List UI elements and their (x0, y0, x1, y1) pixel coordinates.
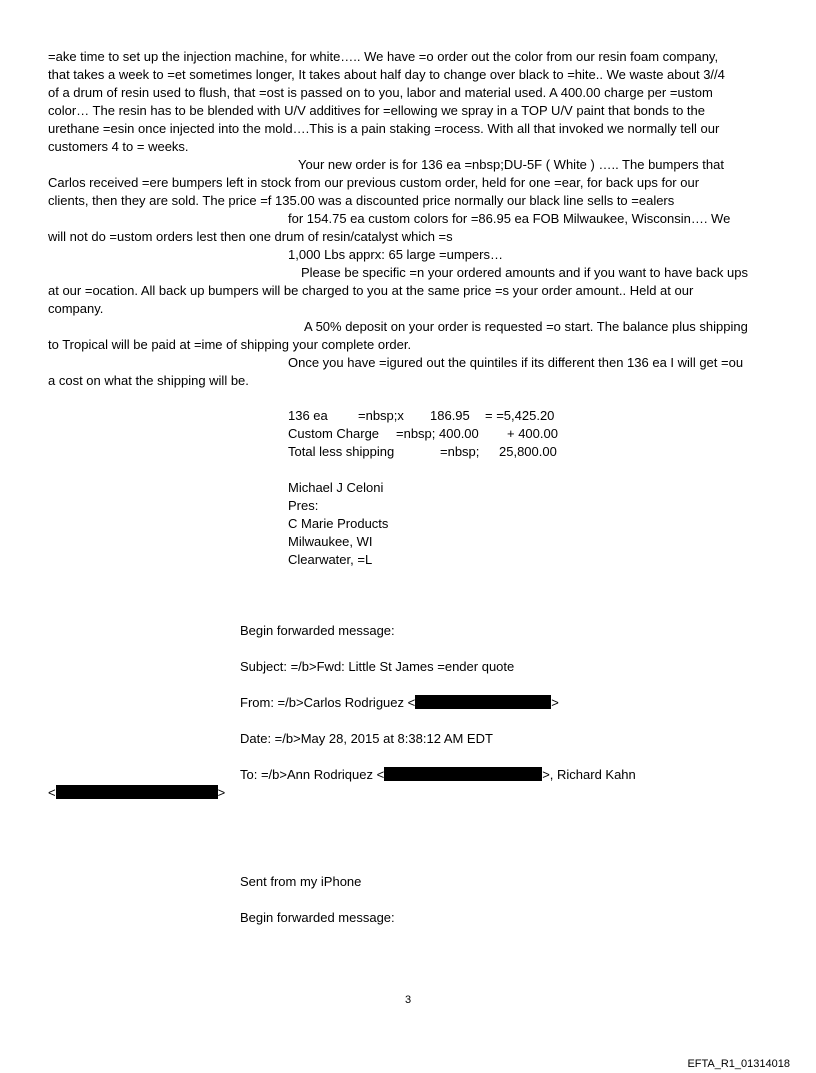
signature-company: C Marie Products (288, 516, 389, 531)
calc-cell: 136 ea (288, 408, 328, 423)
email-to (240, 766, 636, 784)
to-label: To: =/b>Ann Rodriquez < (240, 767, 385, 782)
redaction-box (415, 695, 551, 709)
calc-cell: = =5,425.20 (485, 408, 555, 423)
body-line: Your new order is for 136 ea =nbsp;DU-5F ( White ) ….. The bumpers that (298, 157, 724, 172)
email-to-continued (48, 784, 225, 802)
body-line: will not do =ustom orders lest then one drum of resin/catalyst which =s (48, 229, 453, 244)
signature-block (288, 479, 388, 569)
sent-from-signature: Sent from my iPhone (240, 874, 362, 889)
calc-cell: Total less shipping (288, 444, 395, 459)
body-line: urethane =esin once injected into the mold….This is a pain staking =rocess. With all that invoked we normally tell our (48, 121, 720, 136)
body-line: company. (48, 301, 104, 316)
body-line: customers 4 to = weeks. (48, 139, 189, 154)
calc-cell: + 400.00 (507, 426, 558, 441)
forwarded-header: Begin forwarded message: (240, 623, 395, 638)
body-line: =ake time to set up the injection machine, for white….. We have =o order out the color from our resin foam company, (48, 49, 719, 64)
signature-location: Milwaukee, WI (288, 534, 373, 549)
calc-cell: =nbsp; 400.00 (396, 426, 479, 441)
to-recipient: >, Richard Kahn (542, 767, 636, 782)
email-subject: Subject: =/b>Fwd: Little St James =ender quote (240, 659, 515, 674)
signature-location: Clearwater, =L (288, 552, 373, 567)
email-date: Date: =/b>May 28, 2015 at 8:38:12 AM EDT (240, 731, 493, 746)
page-number: 3 (404, 994, 412, 1006)
body-line: of a drum of resin used to flush, that =ost is passed on to you, labor and material used. A 400.00 charge per =ustom (48, 85, 713, 100)
body-line: clients, then they are sold. The price =f 135.00 was a discounted price normally our black line sells to =ealers (48, 193, 675, 208)
calc-cell: 25,800.00 (499, 444, 557, 459)
from-close: > (551, 695, 559, 710)
redaction-box (56, 785, 218, 799)
body-line: to Tropical will be paid at =ime of shipping your complete order. (48, 337, 412, 352)
body-line: for 154.75 ea custom colors for =86.95 ea FOB Milwaukee, Wisconsin…. We (288, 211, 731, 226)
signature-name: Michael J Celoni (288, 480, 384, 495)
calc-cell: 186.95 (430, 408, 470, 423)
calc-cell: =nbsp; (440, 444, 480, 459)
body-line: 1,000 Lbs apprx: 65 large =umpers… (288, 247, 503, 262)
body-line: that takes a week to =et sometimes longer, It takes about half day to change over black to =hite.. We waste about 3//4 (48, 67, 725, 82)
body-line: Once you have =igured out the quintiles if its different then 136 ea I will get =ou (288, 355, 744, 370)
body-line: color… The resin has to be blended with U/V additives for =ellowing we spray in a TOP U/V paint that bonds to the (48, 103, 705, 118)
body-line: a cost on what the shipping will be. (48, 373, 249, 388)
signature-title: Pres: (288, 498, 319, 513)
email-body (48, 48, 776, 390)
to-cont-open: < (48, 785, 56, 800)
email-from (240, 694, 559, 712)
body-line: at our =ocation. All back up bumpers will be charged to you at the same price =s your order amount.. Held at our (48, 283, 694, 298)
forwarded-header: Begin forwarded message: (240, 910, 395, 925)
from-label: From: =/b>Carlos Rodriguez < (240, 695, 416, 710)
redaction-box (384, 767, 542, 781)
body-line: Carlos received =ere bumpers left in stock from our previous custom order, held for one =ear, for back ups for our (48, 175, 700, 190)
to-cont-close: > (217, 785, 226, 800)
bates-number: EFTA_R1_01314018 (687, 1058, 790, 1070)
calc-cell: Custom Charge (288, 426, 380, 441)
body-line: A 50% deposit on your order is requested =o start. The balance plus shipping (304, 319, 748, 334)
calc-cell: =nbsp;x (358, 408, 404, 423)
body-line: Please be specific =n your ordered amounts and if you want to have back ups (301, 265, 748, 280)
